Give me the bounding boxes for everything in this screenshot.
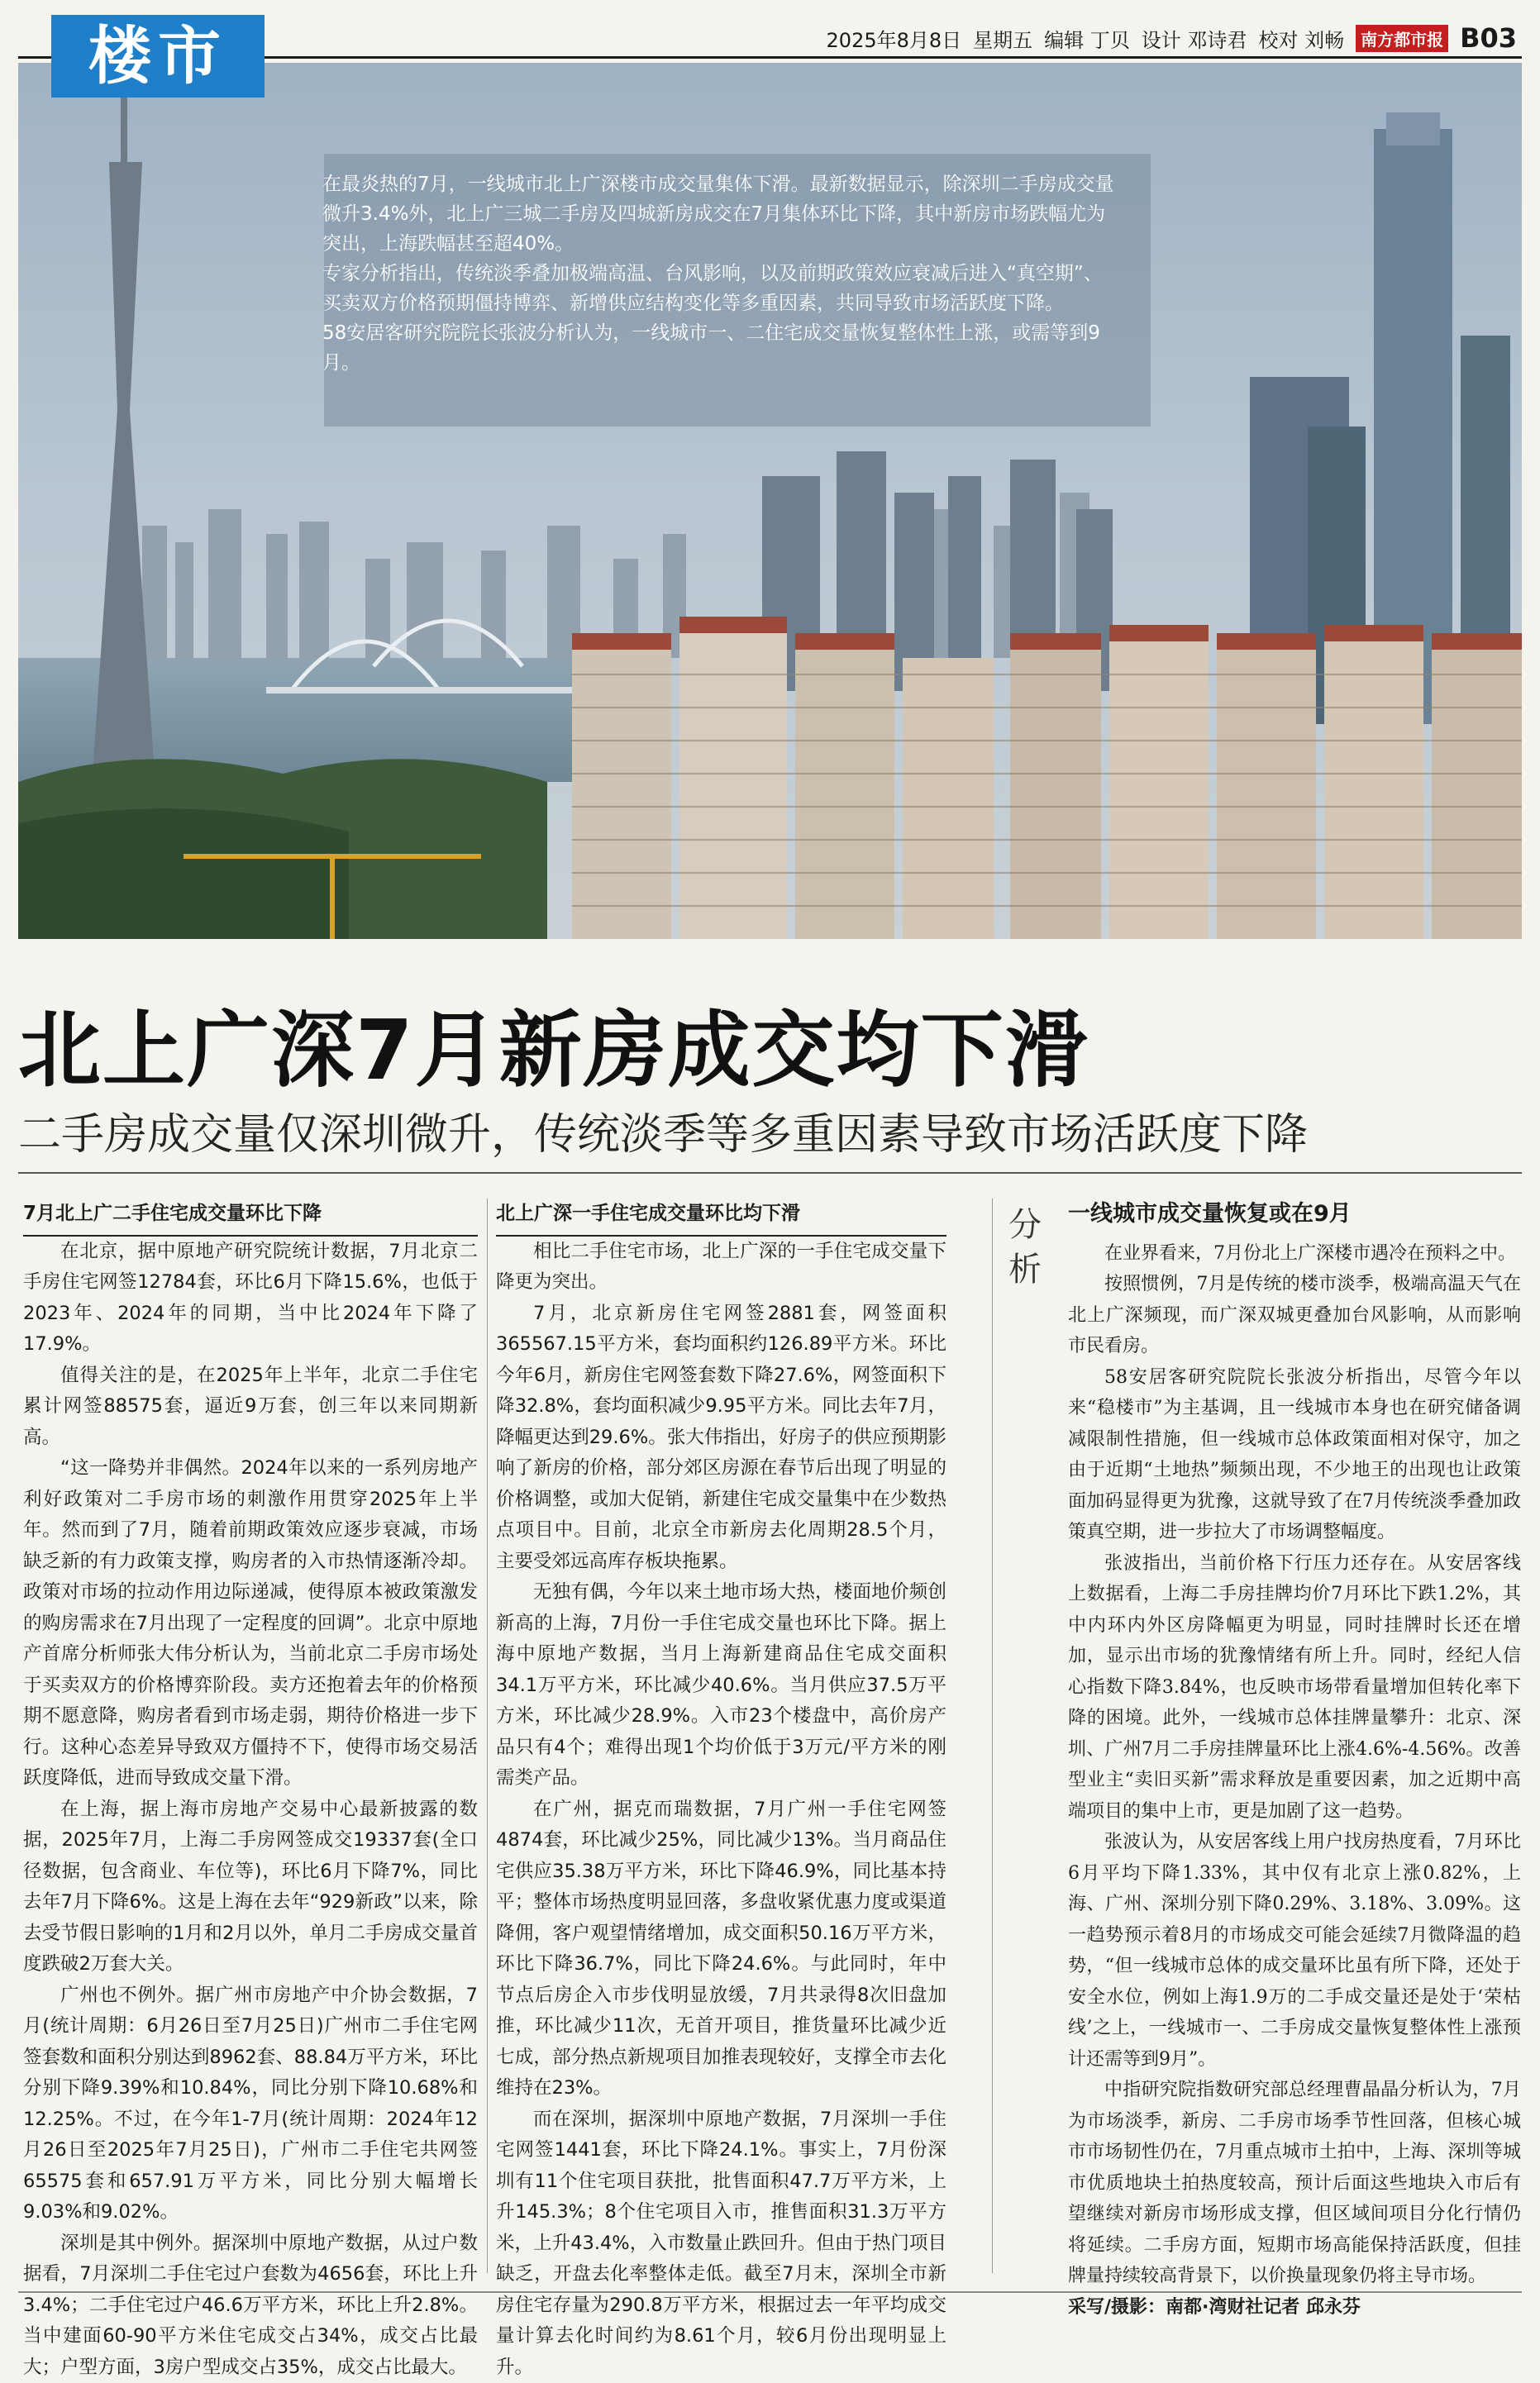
headline: 北上广深7月新房成交均下滑	[18, 984, 1089, 1103]
body-paragraph: 7月，北京新房住宅网签2881套，网签面积365567.15平方米，套均面积约126.89平方米。环比今年6月，新房住宅网签套数下降27.6%，网签面积下降32.8%，套均面积减少9.95平方米。同比去年7月，降幅更达到29.6%。张大伟指出，好房子的供应预期影响了新房的价格，部分郊区房源在春节后出现了明显的价格调整，或加大促销，新建住宅成交量集中在少数热点项目中。目前，北京全市新房去化周期28.5个月，主要受郊远高库存板块拖累。	[496, 1299, 946, 1578]
body-paragraph: 在上海，据上海市房地产交易中心最新披露的数据，2025年7月，上海二手房网签成交19337套(全口径数据，包含商业、车位等)，环比6月下降7%，同比去年7月下降6%。这是上海在去年“929新政”以来，除去受节假日影响的1月和2月以外，单月二手房成交量首度跌破2万套大关。	[23, 1794, 478, 1980]
body-paragraph: 在业界看来，7月份北上广深楼市遇冷在预料之中。	[1068, 1238, 1521, 1270]
analysis-label: 分析	[1004, 1203, 1046, 1292]
body-paragraph: 按照惯例，7月是传统的楼市淡季，极端高温天气在北上广深频现，而广深双城更叠加台风影响，从而影响市民看房。	[1068, 1269, 1521, 1362]
lead-paragraph: 在最炎热的7月，一线城市北上广深楼市成交量集体下滑。最新数据显示，除深圳二手房成交量微升3.4%外，北上广三城二手房及四城新房成交在7月集体环比下降，其中新房市场跌幅尤为突出，上海跌幅甚至超40%。	[322, 169, 1116, 259]
column-divider	[992, 1199, 993, 2273]
lead-paragraphs	[322, 169, 1116, 378]
headline-rule	[18, 1172, 1522, 1174]
paper-logo: 南方都市报	[1356, 25, 1448, 52]
body-paragraph: 张波指出，当前价格下行压力还存在。从安居客线上数据看，上海二手房挂牌均价7月环比下跌1.2%，其中内环内外区房降幅更为明显，同时挂牌时长还在增加，显示出市场的犹豫情绪有所上升。同时，经纪人信心指数下降3.84%，也反映市场带看量增加但转化率下降的困境。此外，一线城市总体挂牌量攀升：北京、深圳、广州7月二手房挂牌量环比上涨4.6%-4.56%。改善型业主“卖旧买新”需求释放是重要因素，加之近期中高端项目的集中上市，更是加剧了这一趋势。	[1068, 1548, 1521, 1828]
page-number: B03	[1460, 22, 1517, 54]
lead-paragraph: 58安居客研究院院长张波分析认为，一线城市一、二住宅成交量恢复整体性上涨，或需等到9月。	[322, 318, 1116, 378]
body-paragraph: 58安居客研究院院长张波分析指出，尽管今年以来“稳楼市”为主基调，且一线城市本身也在研究储备调减限制性措施，但一线城市总体政策面相对保守，加之由于近期“土地热”频频出现，不少地王的出现也让政策面加码显得更为犹豫，这就导致了在7月传统淡季叠加政策真空期，进一步拉大了市场调整幅度。	[1068, 1362, 1521, 1548]
body-paragraph: 广州也不例外。据广州市房地产中介协会数据，7月(统计周期：6月26日至7月25日)广州市二手住宅网签套数和面积分别达到8962套、88.84万平方米，环比分别下降9.39%和10.84%，同比分别下降10.68%和12.25%。不过，在今年1-7月(统计周期：2024年12月26日至2025年7月25日)，广州市二手住宅共网签65575套和657.91万平方米，同比分别大幅增长9.03%和9.02%。	[23, 1980, 478, 2228]
issue-date: 2025年8月8日	[827, 24, 962, 53]
byline: 采写/摄影：南都·湾财社记者 邱永芬	[1068, 2292, 1521, 2323]
lead-paragraph: 专家分析指出，传统淡季叠加极端高温、台风影响，以及前期政策效应衰减后进入“真空期”、买卖双方价格预期僵持博弈、新增供应结构变化等多重因素，共同导致市场活跃度下降。	[322, 259, 1116, 318]
body-paragraph: 中指研究院指数研究部总经理曹晶晶分析认为，7月为市场淡季，新房、二手房市场季节性回落，但核心城市市场韧性仍在，7月重点城市土拍中，上海、深圳等城市优质地块土拍热度较高，预计后面这些地块入市后有望继续对新房市场形成支撑，但区域间项目分化行情仍将延续。二手房方面，短期市场高能保持活跃度，但挂牌量持续较高背景下，以价换量现象仍将主导市场。	[1068, 2075, 1521, 2292]
body-paragraph: 张波认为，从安居客线上用户找房热度看，7月环比6月平均下降1.33%，其中仅有北京上涨0.82%，上海、广州、深圳分别下降0.29%、3.18%、3.09%。这一趋势预示着8月的市场成交可能会延续7月微降温的趋势，“但一线城市总体的成交量环比虽有所下降，还处于安全水位，例如上海1.9万的二手成交量还是处于‘荣枯线’之上，一线城市一、二手房成交量恢复整体性上涨预计还需等到9月”。	[1068, 1827, 1521, 2075]
body-paragraph: 在广州，据克而瑞数据，7月广州一手住宅网签4874套，环比减少25%，同比减少13%。当月商品住宅供应35.38万平方米，环比下降46.9%，同比基本持平；整体市场热度明显回落，多盘收紧优惠力度或渠道降佣，客户观望情绪增加，成交面积50.16万平方米，环比下降36.7%，同比下降24.6%。与此同时，年中节点后房企入市步伐明显放缓，7月共录得8次旧盘加推，环比减少11次，无首开项目，推货量环比减少近七成，部分热点新规项目加推表现较好，支撑全市去化维持在23%。	[496, 1794, 946, 2104]
footer-rule	[18, 2291, 1522, 2293]
section-tab: 楼市	[51, 15, 265, 98]
column-analysis	[1068, 1199, 1521, 2323]
body-paragraph: 值得关注的是，在2025年上半年，北京二手住宅累计网签88575套，逼近9万套，创三年以来同期新高。	[23, 1361, 478, 1454]
body-paragraph: 在北京，据中原地产研究院统计数据，7月北京二手房住宅网签12784套，环比6月下降15.6%，也低于2023年、2024年的同期，当中比2024年下降了17.9%。	[23, 1237, 478, 1361]
body-paragraph: 深圳是其中例外。据深圳中原地产数据，从过户数据看，7月深圳二手住宅过户套数为4656套，环比上升3.4%；二手住宅过户46.6万平方米，环比上升2.8%。当中建面60-90平方米住宅成交占34%，成交占比最大；户型方面，3房户型成交占35%，成交占比最大。	[23, 2228, 478, 2383]
column-second-hand	[23, 1199, 478, 2383]
design-credit: 设计 邓诗君	[1142, 24, 1247, 53]
proof-credit: 校对 刘畅	[1258, 24, 1344, 53]
issue-weekday: 星期五	[973, 24, 1032, 53]
body-paragraph: “这一降势并非偶然。2024年以来的一系列房地产利好政策对二手房市场的刺激作用贯穿2025年上半年。然而到了7月，随着前期政策效应逐步衰减，市场缺乏新的有力政策支撑，购房者的入市热情逐渐冷却。政策对市场的拉动作用边际递减，使得原本被政策激发的购房需求在7月出现了一定程度的回调”。北京中原地产首席分析师张大伟分析认为，当前北京二手房市场处于买卖双方的价格博弈阶段。卖方还抱着去年的价格预期不愿意降，购房者看到市场走弱，期待价格进一步下行。这种心态差异导致双方僵持不下，使得市场交易活跃度降低，进而导致成交量下滑。	[23, 1453, 478, 1794]
column-divider	[487, 1199, 488, 2273]
subheadline: 二手房成交量仅深圳微升，传统淡季等多重因素导致市场活跃度下降	[18, 1099, 1308, 1161]
column-new-homes	[496, 1199, 946, 2383]
analysis-title: 一线城市成交量恢复或在9月	[1068, 1199, 1521, 1230]
body-paragraph: 相比二手住宅市场，北上广深的一手住宅成交量下降更为突出。	[496, 1237, 946, 1299]
masthead	[827, 21, 1517, 55]
column-heading: 北上广深一手住宅成交量环比均下滑	[496, 1199, 946, 1237]
body-paragraph: 而在深圳，据深圳中原地产数据，7月深圳一手住宅网签1441套，环比下降24.1%。事实上，7月份深圳有11个住宅项目获批，批售面积47.7万平方米，上升145.3%；8个住宅项目入市，推售面积31.3万平方米，上升43.4%，入市数量止跌回升。但由于热门项目缺乏，开盘去化率整体走低。截至7月末，深圳全市新房住宅存量为290.8万平方米，根据过去一年平均成交量计算去化时间约为8.61个月，较6月份出现明显上升。	[496, 2104, 946, 2383]
body-paragraph: 无独有偶，今年以来土地市场大热，楼面地价频创新高的上海，7月份一手住宅成交量也环比下降。据上海中原地产数据，当月上海新建商品住宅成交面积34.1万平方米，环比减少40.6%。当月供应37.5万平方米，环比减少28.9%。入市23个楼盘中，高价房产品只有4个；难得出现1个均价低于3万元/平方米的刚需类产品。	[496, 1577, 946, 1794]
editor-credit: 编辑 丁贝	[1044, 24, 1130, 53]
column-heading: 7月北上广二手住宅成交量环比下降	[23, 1199, 478, 1237]
